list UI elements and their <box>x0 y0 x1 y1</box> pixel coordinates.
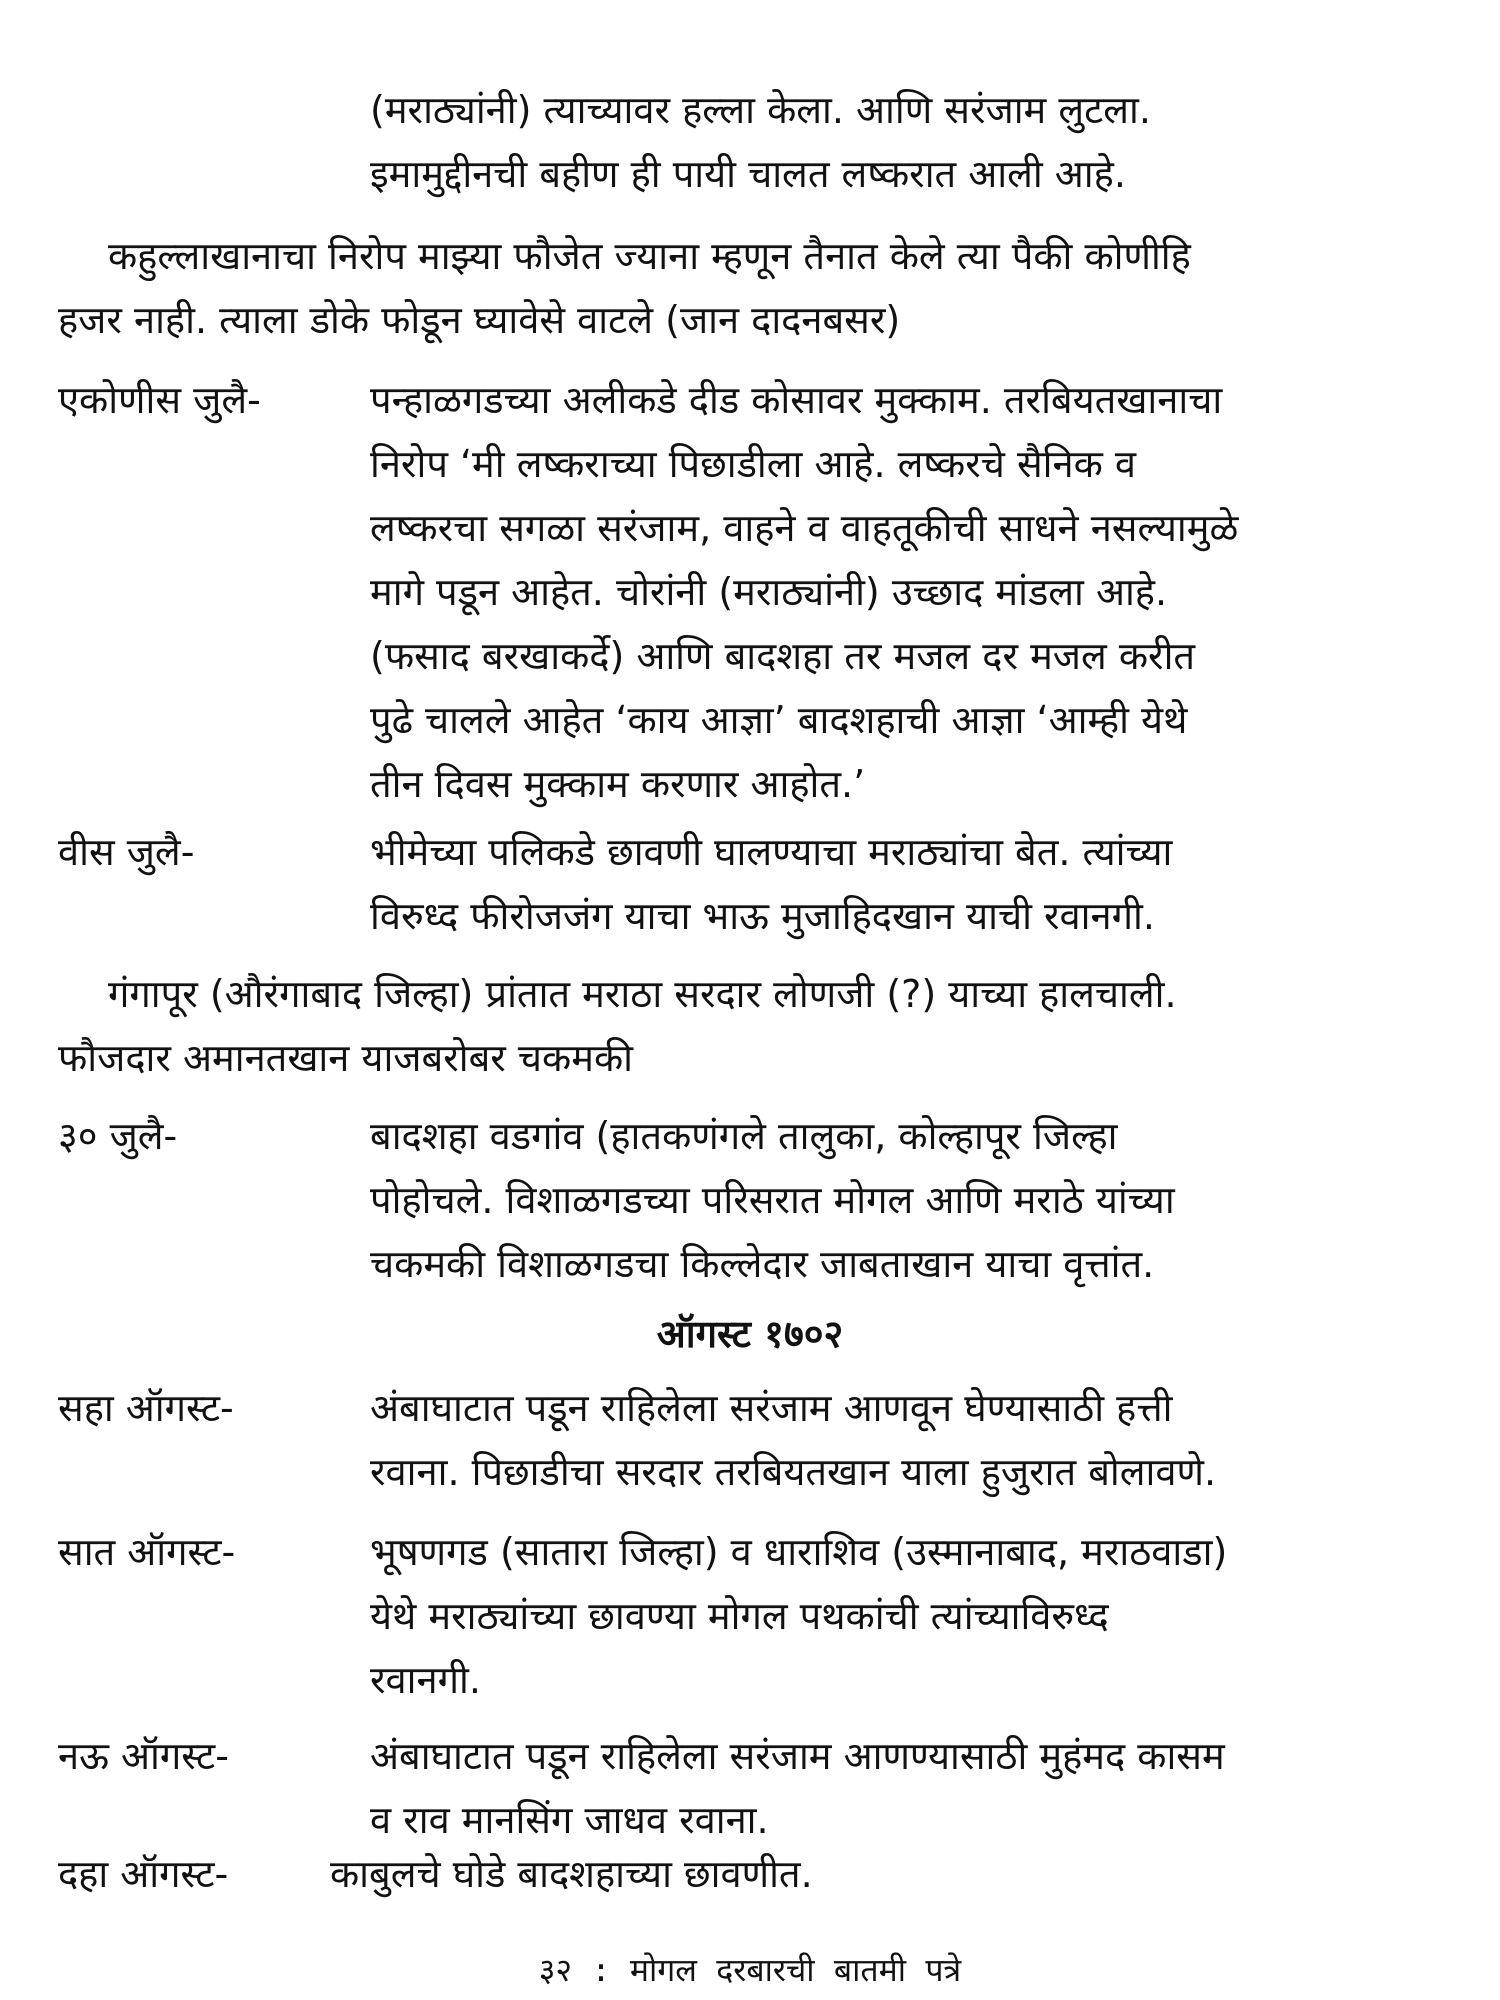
entry-a7-line-2: येथे मराठ्यांच्या छावण्या मोगल पथकांची त्यांच्याविरुध्द <box>370 1594 1109 1638</box>
entry-20-line-1: भीमेच्या पलिकडे छावणी घालण्याचा मराठ्यांचा बेत. त्यांच्या <box>370 830 1173 874</box>
para1-line-1: कहुल्लाखानाचा निरोप माझ्या फौजेत ज्याना म्हणून तैनात केले त्या पैकी कोणीहि <box>108 234 1191 278</box>
entry-date-9-august: नऊ ऑगस्ट- <box>58 1734 229 1778</box>
intro-line-1: (मराठ्यांनी) त्याच्यावर हल्ला केला. आणि सरंजाम लुटला. <box>370 88 1151 132</box>
entry-30-line-3: चकमकी विशाळगडचा किल्लेदार जाबताखान याचा वृत्तांत. <box>370 1242 1155 1286</box>
entry-date-7-august: सात ऑगस्ट- <box>58 1530 236 1574</box>
entry-a9-line-1: अंबाघाटात पडून राहिलेला सरंजाम आणण्यासाठी मुहंमद कासम <box>370 1734 1225 1778</box>
entry-19-line-3: लष्करचा सगळा सरंजाम, वाहने व वाहतूकीची साधने नसल्यामुळे <box>370 506 1239 550</box>
entry-19-line-1: पन्हाळगडच्या अलीकडे दीड कोसावर मुक्काम. तरबियतखानाचा <box>370 378 1223 422</box>
intro-line-2: इमामुद्दीनची बहीण ही पायी चालत लष्करात आली आहे. <box>370 152 1126 196</box>
entry-19-line-6: पुढे चालले आहेत ‘काय आज्ञा’ बादशहाची आज्ञा ‘आम्ही येथे <box>370 698 1188 742</box>
entry-date-6-august: सहा ऑगस्ट- <box>58 1386 234 1430</box>
entry-a6-line-2: रवाना. पिछाडीचा सरदार तरबियतखान याला हुजुरात बोलावणे. <box>370 1450 1217 1494</box>
entry-20-line-2: विरुध्द फीरोजजंग याचा भाऊ मुजाहिदखान याची रवानगी. <box>370 894 1155 938</box>
para2-line-2: फौजदार अमानतखान याजबरोबर चकमकी <box>58 1036 633 1080</box>
section-heading: ऑगस्ट १७०२ <box>656 1312 844 1356</box>
entry-a7-line-3: रवानगी. <box>370 1658 481 1702</box>
entry-19-line-2: निरोप ‘मी लष्कराच्या पिछाडीला आहे. लष्करचे सैनिक व <box>370 442 1136 486</box>
entry-19-line-4: मागे पडून आहेत. चोरांनी (मराठ्यांनी) उच्छाद मांडला आहे. <box>370 570 1168 614</box>
entry-30-line-1: बादशहा वडगांव (हातकणंगले तालुका, कोल्हापूर जिल्हा <box>370 1114 1118 1158</box>
entry-date-19-july: एकोणीस जुलै- <box>58 378 261 422</box>
entry-19-line-7: तीन दिवस मुक्काम करणार आहोत.’ <box>370 762 866 806</box>
entry-date-10-august: दहा ऑगस्ट- <box>58 1852 229 1896</box>
entry-a9-line-2: व राव मानसिंग जाधव रवाना. <box>370 1798 769 1842</box>
para2-line-1: गंगापूर (औरंगाबाद जिल्हा) प्रांतात मराठा सरदार लोणजी (?) याच्या हालचाली. <box>108 972 1177 1016</box>
page-footer: ३२ : मोगल दरबारची बातमी पत्रे <box>538 1951 962 1989</box>
entry-a7-line-1: भूषणगड (सातारा जिल्हा) व धाराशिव (उस्मानाबाद, मराठवाडा) <box>370 1530 1228 1574</box>
entry-a10-line-1: काबुलचे घोडे बादशहाच्या छावणीत. <box>330 1852 813 1896</box>
entry-30-line-2: पोहोचले. विशाळगडच्या परिसरात मोगल आणि मराठे यांच्या <box>370 1178 1175 1222</box>
entry-19-line-5: (फसाद बरखाकर्दे) आणि बादशहा तर मजल दर मजल करीत <box>370 634 1196 678</box>
entry-date-30-july: ३० जुलै- <box>58 1114 178 1158</box>
entry-a6-line-1: अंबाघाटात पडून राहिलेला सरंजाम आणवून घेण्यासाठी हत्ती <box>370 1386 1173 1430</box>
para1-line-2: हजर नाही. त्याला डोके फोडून घ्यावेसे वाटले (जान दादनबसर) <box>58 298 901 342</box>
entry-date-20-july: वीस जुलै- <box>58 830 195 874</box>
